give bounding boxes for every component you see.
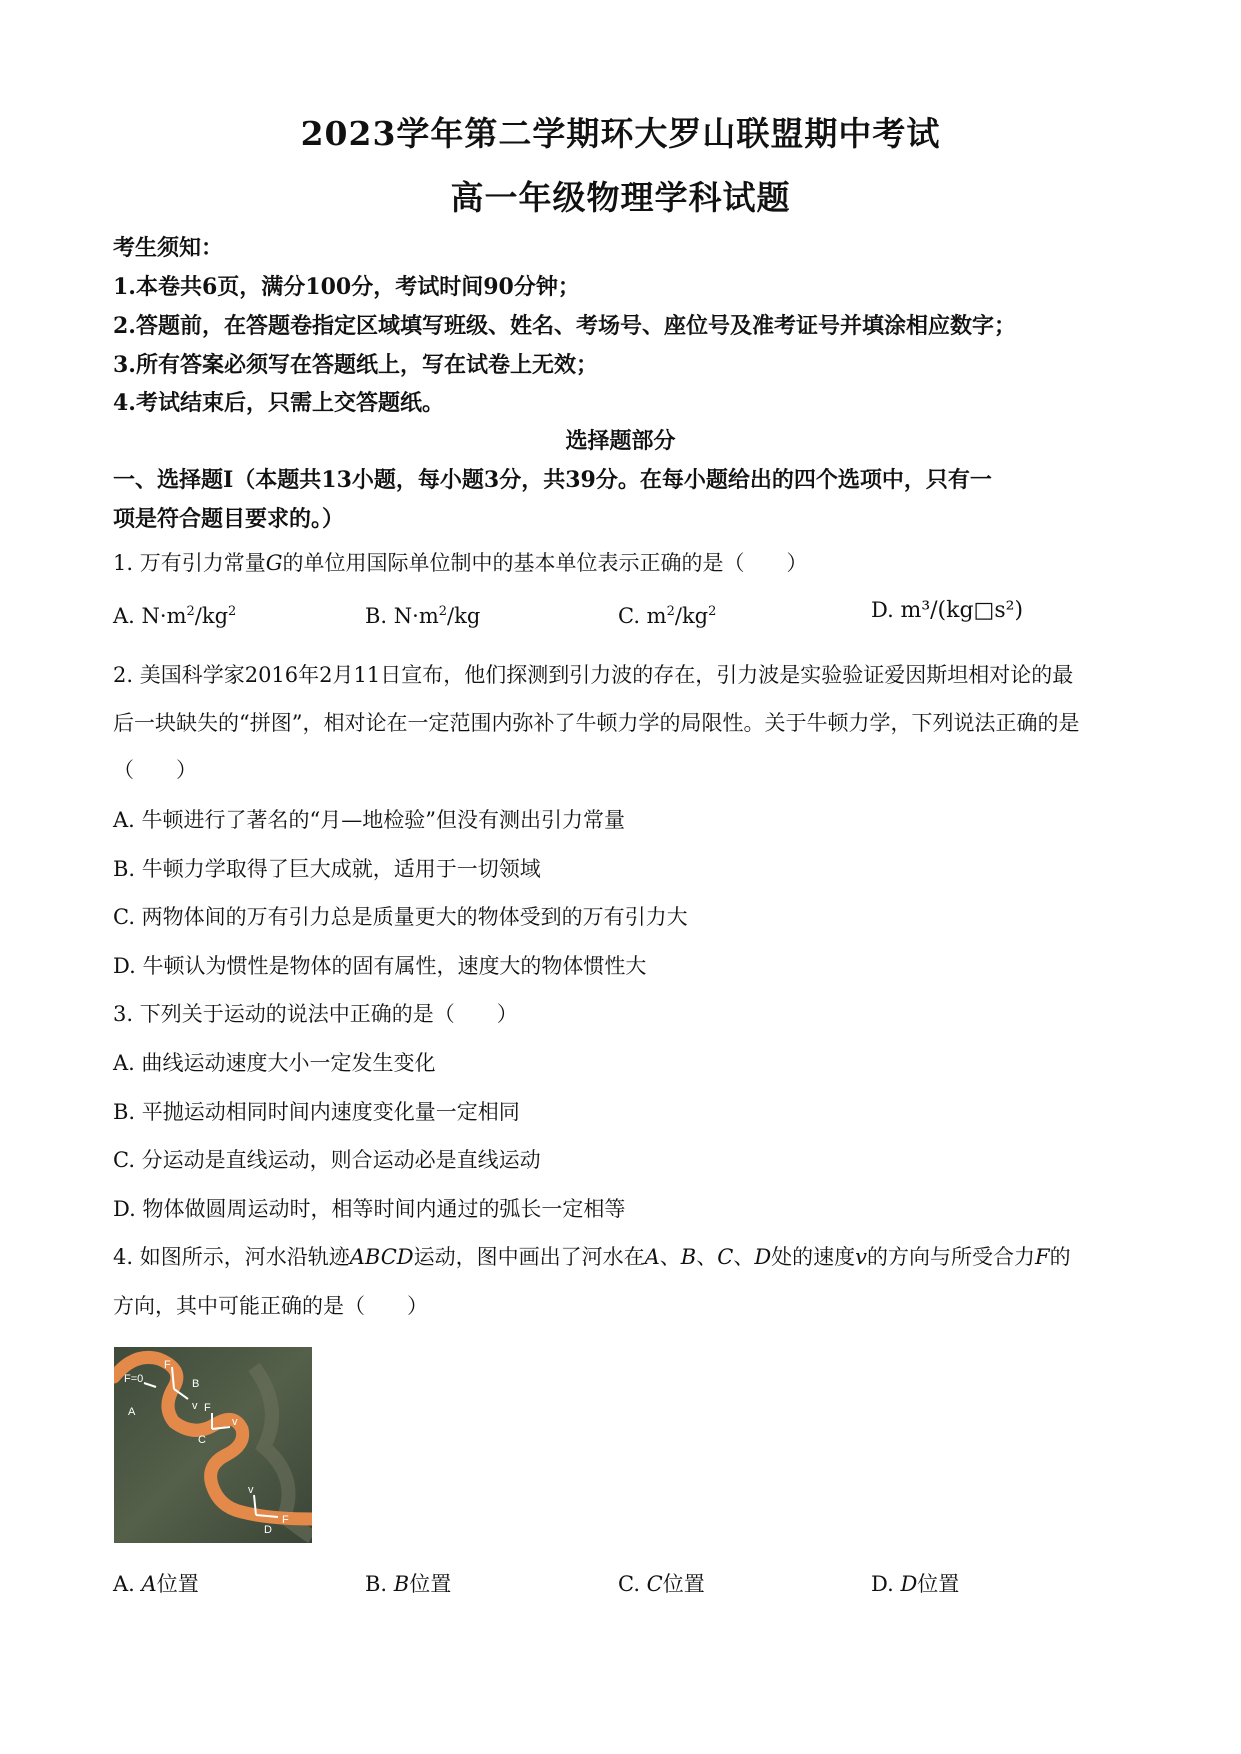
q4-option-c-prefix: C. [618,1572,647,1596]
figure-label-f-d: F [282,1514,289,1526]
q2-option-d[interactable]: D. 牛顿认为惯性是物体的固有属性，速度大的物体惯性大 [113,954,647,978]
figure-label-f0: F=0 [124,1373,144,1385]
q4-option-d-text: 位置 [917,1572,960,1596]
notice-item: 2.答题前，在答题卷指定区域填写班级、姓名、考场号、座位号及准考证号并填涂相应数字； [113,313,1016,339]
q2-option-b[interactable]: B. 牛顿力学取得了巨大成就，适用于一切领域 [113,857,541,881]
q4-option-d[interactable] [871,1568,959,1598]
q4-option-d-prefix: D. [871,1572,901,1596]
q1-stem-text: 1. 万有引力常量 [113,551,266,575]
question-4-stem [113,1241,1181,1271]
figure-label-b: B [192,1378,200,1390]
q1-option-b-tail: /kg [447,604,481,628]
q1-option-c-sup: 2 [666,604,675,619]
q1-option-c-tail: /kg [674,604,709,628]
q4-option-a[interactable] [113,1568,199,1598]
q4-option-b[interactable] [365,1568,451,1598]
question-2-stem-cont: 后一块缺失的“拼图”，相对论在一定范围内弥补了牛顿力学的局限性。关于牛顿力学，下列说法正确的是 [113,711,1080,735]
q2-option-a[interactable]: A. 牛顿进行了著名的“月—地检验”但没有测出引力常量 [113,808,625,832]
q4-option-b-text: 位置 [409,1572,452,1596]
q1-option-a-tail: /kg [194,604,229,628]
figure-label-d: D [264,1524,272,1536]
q4-var-b: B [680,1245,697,1269]
figure-label-v-d: v [248,1484,254,1496]
notice-item: 3.所有答案必须写在答题纸上，写在试卷上无效； [113,352,598,378]
q4-option-a-text: 位置 [156,1572,199,1596]
figure-label-v-c: v [232,1416,238,1428]
q4-option-a-var: A [141,1572,157,1596]
part-instructions-cont: 项是符合题目要求的。） [113,506,345,532]
q4-var-f: F [1035,1245,1050,1269]
exam-subtitle: 高一年级物理学科试题 [450,178,791,217]
q4-option-c-text: 位置 [662,1572,705,1596]
q4-text-4: 的方向与所受合力 [867,1245,1036,1269]
q1-stem-text-2: 的单位用国际单位制中的基本单位表示正确的是（ ） [282,551,808,575]
figure-label-a: A [128,1406,136,1418]
q4-text-3: 处的速度 [771,1245,856,1269]
q1-option-d[interactable] [871,598,1023,623]
q4-text-2: 运动，图中画出了河水在 [413,1245,645,1269]
q1-option-a-text: A. N·m [113,604,187,628]
q1-stem-var: G [265,551,283,575]
q4-var-v: v [855,1245,868,1269]
q4-option-c[interactable] [618,1568,705,1598]
figure-label-f-b: F [164,1359,171,1371]
q4-option-a-prefix: A. [113,1572,142,1596]
q1-option-a-sup: 2 [186,604,195,619]
q4-text: 4. 如图所示，河水沿轨迹 [113,1245,350,1269]
q4-option-b-var: B [393,1572,410,1596]
q1-option-c[interactable] [618,604,716,628]
part-instructions: 一、选择题Ⅰ（本题共13小题，每小题3分，共39分。在每小题给出的四个选项中，只有一 [113,467,992,493]
section-title: 选择题部分 [565,428,676,454]
q1-option-d-expr: m³/(kg□s²) [900,598,1024,623]
q4-sep: 、 [733,1245,755,1269]
q1-option-a-sup2: 2 [228,604,237,619]
q4-text-5: 的 [1049,1245,1071,1269]
q1-option-c-text: C. m [618,604,667,628]
question-1-stem [113,547,1181,577]
q4-var-d: D [754,1245,772,1269]
q1-option-d-text: D. [871,598,901,622]
q4-option-d-var: D [900,1572,918,1596]
q4-var-c: C [717,1245,734,1269]
notice-heading: 考生须知： [113,235,224,261]
river-trajectory-figure [114,1347,312,1543]
q3-option-b[interactable]: B. 平抛运动相同时间内速度变化量一定相同 [113,1100,520,1124]
q4-var-abcd: ABCD [349,1245,414,1269]
q2-option-c[interactable]: C. 两物体间的万有引力总是质量更大的物体受到的万有引力大 [113,905,688,929]
q3-option-c[interactable]: C. 分运动是直线运动，则合运动必是直线运动 [113,1148,541,1172]
q1-option-a[interactable] [113,604,236,628]
q4-option-c-var: C [646,1572,663,1596]
q3-option-a[interactable]: A. 曲线运动速度大小一定发生变化 [113,1051,436,1075]
q1-option-b[interactable] [365,604,480,628]
figure-label-f-c: F [204,1402,211,1414]
q4-sep: 、 [696,1245,718,1269]
question-2-stem-end: （ ） [113,758,197,782]
q1-option-b-text: B. N·m [365,604,439,628]
q4-option-b-prefix: B. [365,1572,394,1596]
question-3-stem: 3. 下列关于运动的说法中正确的是（ ） [113,1002,518,1026]
q4-var-a: A [644,1245,660,1269]
question-2-stem: 2. 美国科学家2016年2月11日宣布，他们探测到引力波的存在，引力波是实验验证爱因斯坦相对论的最 [113,663,1074,687]
notice-item: 1.本卷共6页，满分100分，考试时间90分钟； [113,274,580,300]
exam-title: 2023学年第二学期环大罗山联盟期中考试 [300,114,941,153]
notice-item: 4.考试结束后，只需上交答题纸。 [113,390,444,416]
figure-label-c: C [198,1434,206,1446]
q3-option-d[interactable]: D. 物体做圆周运动时，相等时间内通过的弧长一定相等 [113,1197,626,1221]
q1-option-c-sup2: 2 [708,604,717,619]
q4-sep: 、 [659,1245,681,1269]
q1-option-b-sup: 2 [438,604,448,619]
question-4-stem-cont: 方向，其中可能正确的是（ ） [113,1294,428,1318]
figure-label-v-b: v [192,1400,198,1412]
